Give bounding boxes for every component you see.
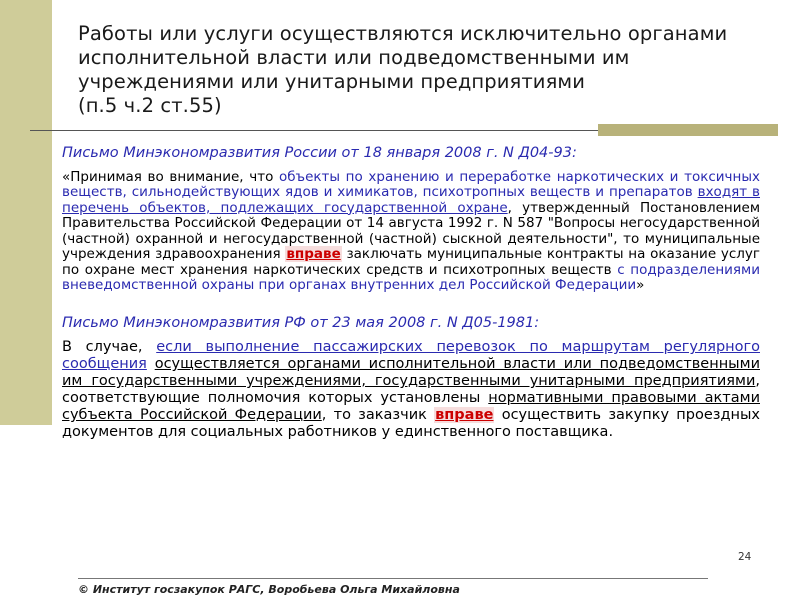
letter-2-underline-bodies: осуществляется органами исполнительной власти или подведомственными им государственными учреждениями, государственными унитарными предприятиями — [62, 356, 760, 389]
letter-2-text-mid-2: , то заказчик — [321, 407, 435, 423]
title-line-3: учреждениями или унитарными предприятиями — [78, 70, 585, 93]
letter-2-text-mid-1: , соответствующие полномочия которых установлены — [62, 373, 760, 406]
letter-1-text-open: «Принимая во внимание, что — [62, 168, 279, 185]
letter-2-heading: Письмо Минэкономразвития РФ от 23 мая 2008 г. N Д05-1981: — [62, 314, 540, 331]
title-line-1: Работы или услуги осуществляются исключительно органами — [78, 22, 728, 45]
letter-2-emphasis-vprave: вправе — [435, 407, 494, 423]
footer-copyright: © Институт госзакупок РАГС, Воробьева Ольга Михайловна — [78, 583, 460, 596]
sidebar-accent-bar — [0, 0, 52, 425]
letter-2-text-start: В случае, — [62, 339, 157, 355]
letter-1-text-mid-2: заключать муниципальные контракты на оказание услуг по охране мест хранения наркотических средств и психотропных веществ — [62, 246, 761, 278]
title-line-4: (п.5 ч.2 ст.55) — [78, 94, 222, 117]
letter-2-underline-acts: нормативными правовыми актами субъекта Российской Федерации — [62, 390, 760, 423]
letter-1-text-mid-1: , утвержденный Постановлением Правительства Российской Федерации от 14 августа 1992 г. N 587 "Вопросы негосударственной (частной) охранной и негосударственной (частной) сыскной деятельности", то муниципальные учреждения здравоохранения — [62, 199, 761, 262]
title-divider-line — [30, 130, 598, 131]
slide-title — [78, 22, 793, 118]
page-number: 24 — [738, 551, 752, 563]
letter-1-emphasis-vprave: вправе — [286, 246, 341, 262]
title-line-2: исполнительной власти или подведомственными им — [78, 46, 630, 69]
letter-2-space — [147, 356, 155, 372]
letter-1-highlight-objects: объекты по хранению и переработке наркотических и токсичных веществ, сильнодействующих ядов и химикатов, психотропных веществ и препаратов — [62, 168, 760, 200]
letter-2-highlight-transport: если выполнение пассажирских перевозок по маршрутам регулярного сообщения — [62, 339, 760, 372]
letter-1-underline-list: входят в перечень объектов, подлежащих государственной охране — [62, 184, 760, 216]
slide-content — [62, 140, 760, 441]
footer-divider-line — [78, 578, 708, 579]
letter-1-heading: Письмо Минэкономразвития России от 18 января 2008 г. N Д04-93: — [62, 145, 577, 161]
letter-2-text — [62, 339, 760, 441]
letter-2-text-end: осуществить закупку проездных документов для социальных работников у единственного поставщика. — [62, 407, 761, 440]
letter-1-quote — [62, 170, 760, 294]
title-divider-block — [598, 124, 778, 136]
letter-1-highlight-guard: с подразделениями вневедомственной охраны при органах внутренних дел Российской Федерации — [62, 261, 760, 293]
letter-1-text-close: » — [636, 277, 645, 293]
